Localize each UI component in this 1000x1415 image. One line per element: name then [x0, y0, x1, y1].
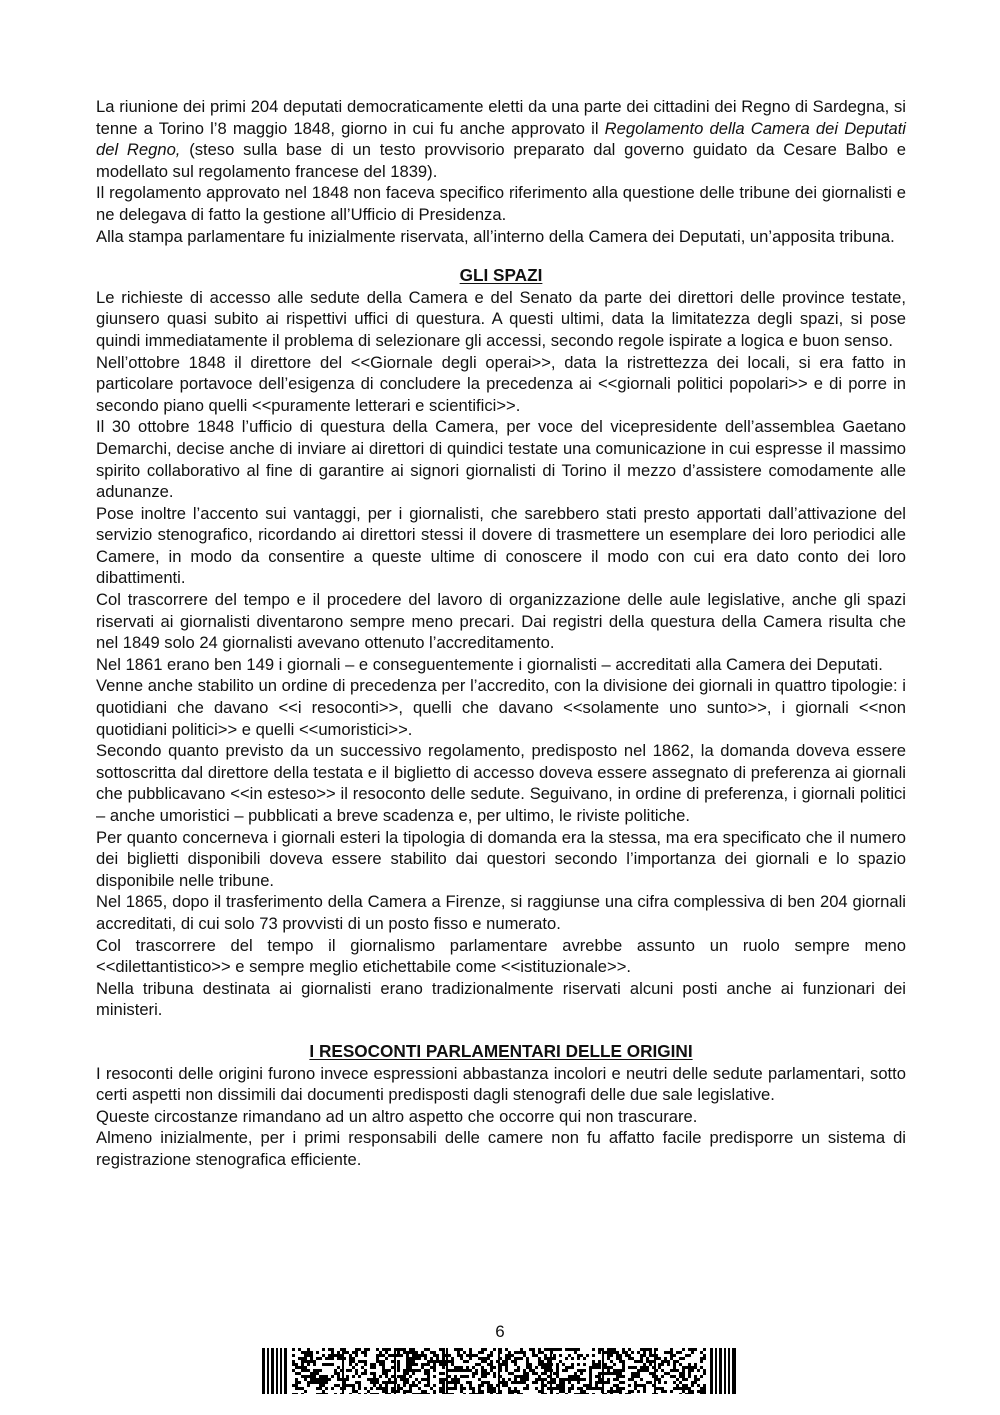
paragraph: Col trascorrere del tempo il giornalismo parlamentare avrebbe assunto un ruolo sempre meno <<dilettantistico>> e sempre meglio etichettabile come <<istituzionale>>. [96, 935, 906, 977]
paragraph: Nel 1861 erano ben 149 i giornali – e conseguentemente i giornalisti – accreditati alla Camera dei Deputati. [96, 654, 883, 674]
section-heading-resoconti: I RESOCONTI PARLAMENTARI DELLE ORIGINI [309, 1040, 693, 1061]
section-heading-spazi: GLI SPAZI [459, 265, 543, 286]
paragraph: Per quanto concerneva i giornali esteri la tipologia di domanda era la stessa, ma era specificato che il numero dei biglietti disponibili doveva essere stabilito dai questori secondo l’importanza dei giornali e lo spazio disponibile nelle tribune. [96, 827, 906, 890]
intro-paragraph-2: Il regolamento approvato nel 1848 non faceva specifico riferimento alla questione delle tribune dei giornalisti e ne delegava di fatto la gestione all’Ufficio di Presidenza. [96, 183, 906, 224]
paragraph: Nel 1865, dopo il trasferimento della Camera a Firenze, si raggiunse una cifra complessiva di ben 204 giornali accreditati, di cui solo 73 provvisti di un posto fisso e numerato. [96, 892, 906, 933]
regulation-title: Regolamento della Camera dei Deputati del Regno, [96, 118, 906, 160]
paragraph: Nell’ottobre 1848 il direttore del <<Giornale degli operai>>, data la ristrettezza dei locali, si era fatto in particolare portavoce dell’esigenza di concludere la precedenza ai <<giornali politici popolari>> e di porre in secondo piano quelli <<puramente letterari e scientifici>>. [96, 352, 906, 415]
intro-text: La riunione dei primi 204 deputati democraticamente eletti da una parte dei cittadini dei Regno di Sardegna, si tenne a Torino l’8 maggio 1848, giorno in cui fu anche approvato il [96, 97, 906, 138]
paragraph: Queste circostanze rimandano ad un altro aspetto che occorre qui non trascurare. [96, 1106, 698, 1126]
paragraph: Il 30 ottobre 1848 l’ufficio di questura della Camera, per voce del vicepresidente dell’assemblea Gaetano Demarchi, decise anche di inviare ai direttori di quindici testate una comunicazione in cui espresse il massimo spirito collaborativo al fine di garantire ai signori giornalisti di Torino il mezzo d’assistere comodamente alle adunanze. [96, 417, 906, 502]
paragraph: Almeno inizialmente, per i primi responsabili delle camere non fu affatto facile predisporre un sistema di registrazione stenografica efficiente. [96, 1128, 906, 1169]
paragraph: Col trascorrere del tempo e il procedere del lavoro di organizzazione delle aule legislative, anche gli spazi riservati ai giornalisti diventarono sempre meno precari. Dai registri della questura della Camera risulta che nel 1849 solo 24 giornalisti avevano ottenuto l’accreditamento. [96, 590, 906, 653]
paragraph: Secondo quanto previsto da un successivo regolamento, predisposto nel 1862, la domanda doveva essere sottoscritta dal direttore della testata e il biglietto di accesso doveva essere assegnato di preferenza ai giornali che pubblicavano <<in esteso>> il resoconto delle sedute. Seguivano, in ordine di preferenza, i giornali politici – anche umoristici – pubblicati a breve scadenza e, per ultimo, le riviste politiche. [96, 741, 906, 825]
intro-paragraph-3: Alla stampa parlamentare fu inizialmente riservata, all’interno della Camera dei Deputati, un’apposita tribuna. [96, 226, 895, 246]
paragraph: Nella tribuna destinata ai giornalisti erano tradizionalmente riservati alcuni posti anche ai funzionari dei ministeri. [96, 978, 906, 1020]
barcode-icon [262, 1348, 738, 1394]
paragraph: Pose inoltre l’accento sui vantaggi, per i giornalisti, che sarebbero stati presto apportati dall’attivazione del servizio stenografico, ricordando ai direttori stessi il dovere di trasmettere un esemplare dei loro periodici alle Camere, in modo da consentire a queste ultime di conoscere il modo con cui era dato conto dei loro dibattimenti. [96, 503, 906, 588]
intro-paragraph-1 [96, 96, 906, 182]
paragraph: Le richieste di accesso alle sedute della Camera e del Senato da parte dei direttori delle province testate, giunsero quasi subito ai rispettivi uffici di questura. A questi ultimi, data la limitatezza degli spazi, si pose quindi immediatamente il problema di selezionare gli accessi, secondo regole ispirate a logica e buon senso. [96, 287, 906, 350]
page-number: 6 [495, 1322, 505, 1341]
paragraph: Venne anche stabilito un ordine di precedenza per l’accredito, con la divisione dei giornali in quattro tipologie: i quotidiani che davano <<i resoconti>>, quelli che davano <<solamente uno sunto>>, i giornali <<non quotidiani politici>> e quelli <<umoristici>>. [96, 676, 906, 739]
document-page [96, 96, 906, 1171]
paragraph: I resoconti delle origini furono invece espressioni abbastanza incolori e neutri delle sedute parlamentari, sotto certi aspetti non dissimili dai documenti predisposti dagli stenografi delle due sale legislative. [96, 1063, 906, 1105]
intro-text: (steso sulla base di un testo provvisorio preparato dal governo guidato da Cesare Balbo e modellato sul regolamento francese del 1839). [96, 140, 906, 181]
